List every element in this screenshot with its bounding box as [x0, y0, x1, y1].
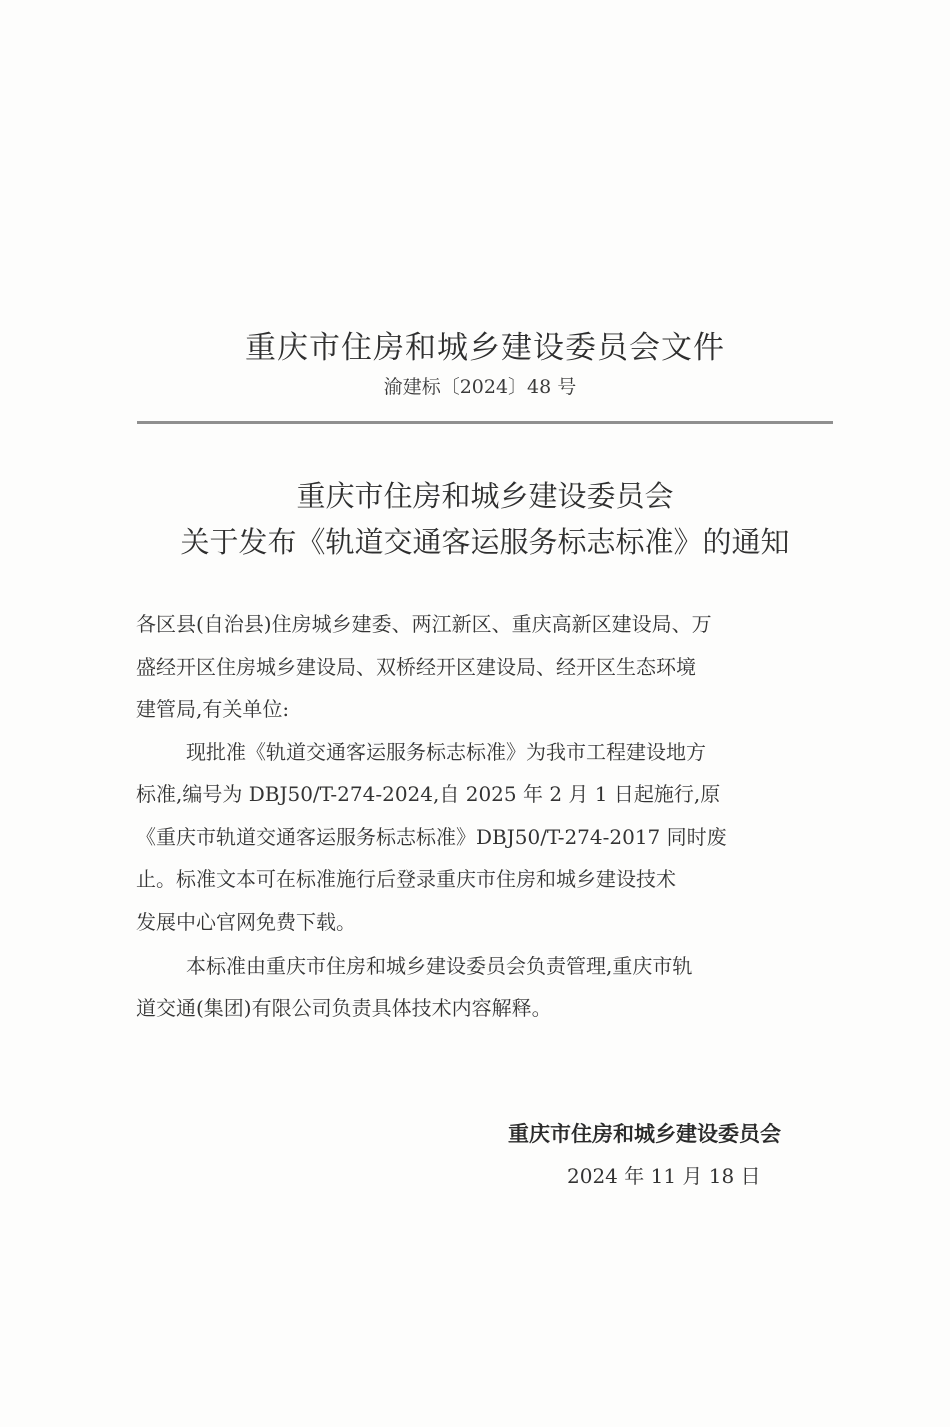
document-number: 渝建标〔2024〕48 号 [383, 376, 577, 398]
paragraph-line: 本标准由重庆市住房和城乡建设委员会负责管理,重庆市轨 [186, 954, 693, 978]
paragraph-line: 标准,编号为 DBJ50/T-274-2024,自 2025 年 2 月 1 日起施行,原 [136, 782, 721, 806]
document-header-title: 重庆市住房和城乡建设委员会文件 [245, 330, 725, 366]
signature-date: 2024 年 11 月 18 日 [567, 1164, 761, 1188]
paragraph-line: 现批准《轨道交通客运服务标志标准》为我市工程建设地方 [186, 740, 706, 764]
paragraph-line: 《重庆市轨道交通客运服务标志标准》DBJ50/T-274-2017 同时废 [136, 825, 727, 849]
header-divider [137, 421, 833, 424]
addressee-line: 建管局,有关单位: [136, 697, 290, 721]
paragraph-line: 发展中心官网免费下载。 [136, 910, 356, 934]
paragraph-line: 道交通(集团)有限公司负责具体技术内容解释。 [136, 996, 552, 1020]
notice-title-line-1: 重庆市住房和城乡建设委员会 [296, 479, 674, 513]
addressee-line: 各区县(自治县)住房城乡建委、两江新区、重庆高新区建设局、万 [136, 612, 712, 636]
addressee-line: 盛经开区住房城乡建设局、双桥经开区建设局、经开区生态环境 [136, 655, 696, 679]
paragraph-line: 止。标准文本可在标准施行后登录重庆市住房和城乡建设技术 [136, 867, 676, 891]
signature-organization: 重庆市住房和城乡建设委员会 [508, 1121, 781, 1146]
notice-title-line-2: 关于发布《轨道交通客运服务标志标准》的通知 [180, 525, 790, 559]
